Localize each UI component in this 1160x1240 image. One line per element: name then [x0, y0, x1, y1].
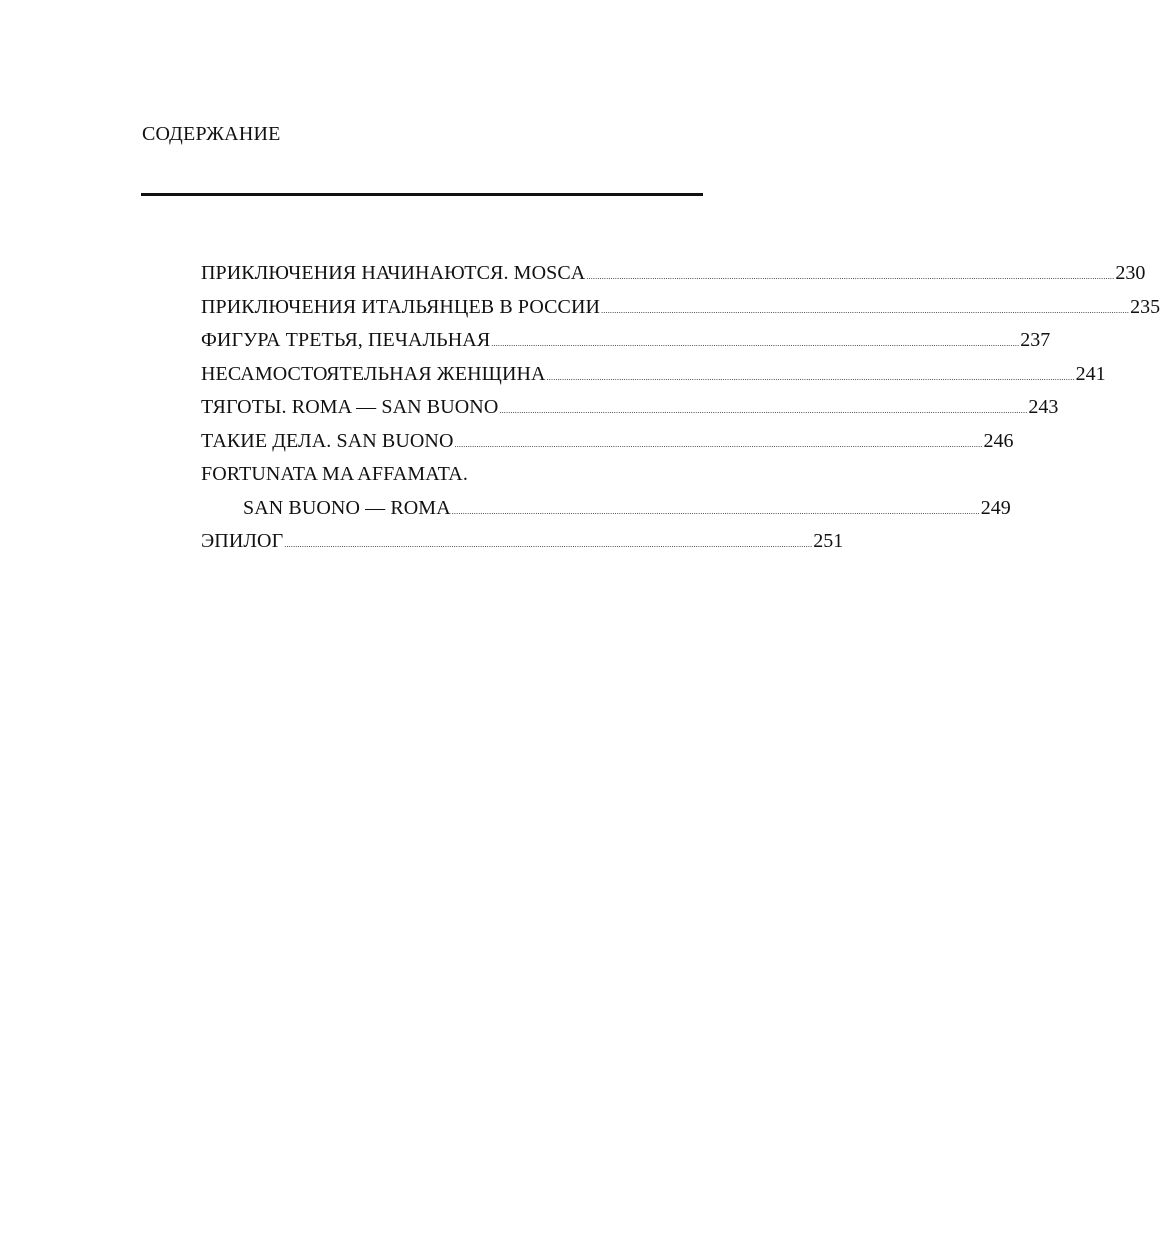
dot-leader: ................................................................................................................................................................................................................................................ [284, 540, 813, 549]
table-of-contents [201, 258, 1160, 560]
toc-entry-title: ФИГУРА ТРЕТЬЯ, ПЕЧАЛЬНАЯ [201, 329, 491, 351]
contents-heading: СОДЕРЖАНИЕ [142, 123, 281, 145]
toc-entry-title: ТАКИЕ ДЕЛА. SAN BUONO [201, 429, 454, 452]
toc-entry[interactable] [201, 426, 1014, 460]
toc-entry-page: 249 [980, 496, 1011, 519]
toc-entry-title: ПРИКЛЮЧЕНИЯ ИТАЛЬЯНЦЕВ В РОССИИ [201, 295, 601, 318]
toc-entry-continuation[interactable] [201, 493, 1011, 527]
dot-leader: ................................................................................................................................................................................................................................................ [491, 339, 1020, 348]
toc-entry-page: 243 [1028, 396, 1059, 418]
dot-leader: ................................................................................................................................................................................................................................................ [499, 406, 1028, 415]
toc-entry[interactable] [201, 325, 1051, 359]
toc-entry[interactable] [201, 526, 844, 560]
toc-entry-title: НЕСАМОСТОЯТЕЛЬНАЯ ЖЕНЩИНА [201, 362, 546, 385]
dot-leader: ................................................................................................................................................................................................................................................ [601, 305, 1130, 315]
toc-entry-page: 251 [813, 530, 844, 552]
dot-leader: ................................................................................................................................................................................................................................................ [451, 506, 980, 516]
heading-rule [141, 193, 703, 196]
toc-entry-title: FORTUNATA MA AFFAMATA. [201, 463, 468, 485]
toc-entry[interactable] [201, 258, 1146, 292]
dot-leader: ................................................................................................................................................................................................................................................ [454, 439, 983, 449]
toc-entry-title: ПРИКЛЮЧЕНИЯ НАЧИНАЮТСЯ. MOSCA [201, 262, 586, 284]
toc-entry-title-continuation: SAN BUONO — ROMA [243, 496, 451, 519]
toc-entry[interactable] [201, 292, 1160, 326]
toc-entry-title: ТЯГОТЫ. ROMA — SAN BUONO [201, 396, 499, 418]
toc-entry-first-line[interactable] [201, 459, 709, 493]
toc-entry-title: ЭПИЛОГ [201, 530, 284, 552]
toc-entry[interactable] [201, 359, 1106, 393]
toc-entry[interactable] [201, 392, 1059, 426]
toc-entry-page: 241 [1075, 362, 1106, 385]
toc-entry-page: 235 [1130, 295, 1160, 318]
toc-entry-page: 246 [983, 429, 1014, 452]
dot-leader: ................................................................................................................................................................................................................................................ [546, 372, 1075, 382]
toc-entry-page: 230 [1115, 262, 1146, 284]
toc-entry-page: 237 [1020, 329, 1051, 351]
dot-leader: ................................................................................................................................................................................................................................................ [586, 272, 1115, 281]
